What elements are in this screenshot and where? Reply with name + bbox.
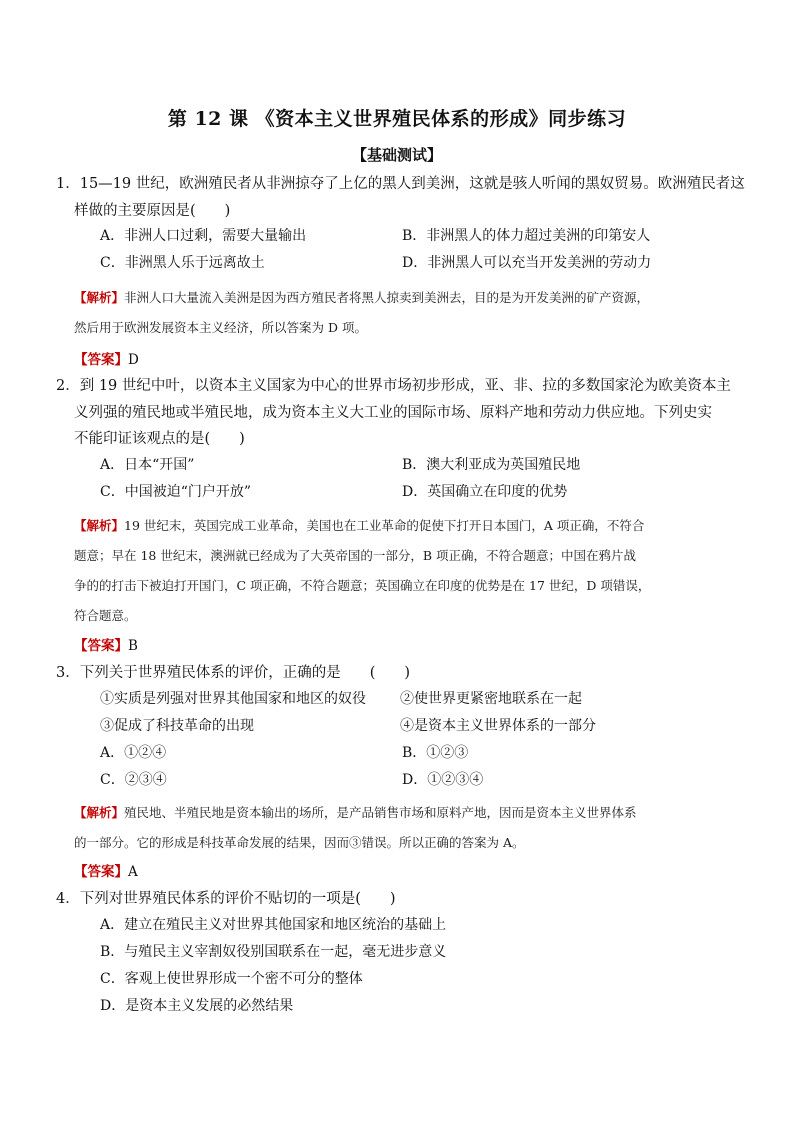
q2-analysis-line2: 题意；早在 18 世纪末，澳洲就已经成为了大英帝国的一部分，B 项正确，不符合题意；中国在鸦片战 [74, 548, 637, 563]
q1-analysis-text1: 非洲人口大量流入美洲是因为西方殖民者将黑人掠卖到美洲去，目的是为开发美洲的矿产资源， [124, 290, 650, 305]
q3-item-4: ④是资本主义世界体系的一部分 [400, 718, 596, 734]
q4-stem-line1: 4．下列对世界殖民体系的评价不贴切的一项是( ) [56, 891, 396, 907]
analysis-tag: 【解析】 [74, 290, 125, 305]
q2-analysis-text1: 19 世纪末，英国完成工业革命，美国也在工业革命的促使下打开日本国门，A 项正确，不符合 [124, 518, 645, 533]
q1-analysis-line2: 然后用于欧洲发展资本主义经济，所以答案为 D 项。 [74, 320, 367, 335]
answer-tag: 【答案】 [74, 352, 128, 368]
q1-stem-line1: 1．15—19 世纪，欧洲殖民者从非洲掠夺了上亿的黑人到美洲，这就是骇人听闻的黑奴贸易。欧洲殖民者这 [56, 176, 745, 192]
page-title: 第 12 课 《资本主义世界殖民体系的形成》同步练习 [167, 108, 627, 130]
q4-option-d: D．是资本主义发展的必然结果 [100, 998, 294, 1014]
q3-answer [74, 860, 138, 880]
q2-answer-value: B [128, 638, 138, 654]
q2-analysis-line3: 争的的打击下被迫打开国门，C 项正确，不符合题意；英国确立在印度的优势是在 17 世纪，D 项错误， [74, 578, 651, 593]
q3-analysis-line2: 的一部分。它的形成是科技革命发展的结果，因而③错误。所以正确的答案为 A。 [74, 835, 525, 850]
q2-option-c: C．中国被迫“门户开放” [100, 484, 252, 500]
q3-option-b: B．①②③ [402, 745, 469, 761]
q1-option-b: B．非洲黑人的体力超过美洲的印第安人 [402, 228, 651, 244]
q1-analysis-line1 [74, 288, 649, 306]
q2-option-a: A．日本“开国” [100, 457, 195, 473]
q3-stem-line1: 3．下列关于世界殖民体系的评价，正确的是 ( ) [56, 665, 411, 681]
q2-analysis-line4: 符合题意。 [74, 608, 137, 623]
q3-answer-value: A [128, 864, 138, 880]
q1-stem-line2: 样做的主要原因是( ) [74, 203, 231, 219]
answer-tag: 【答案】 [74, 864, 128, 880]
q2-option-b: B．澳大利亚成为英国殖民地 [402, 457, 581, 473]
section-heading: 【基础测试】 [351, 146, 442, 164]
answer-tag: 【答案】 [74, 638, 128, 654]
q3-analysis-text1: 殖民地、半殖民地是资本输出的场所，是产品销售市场和原料产地，因而是资本主义世界体系 [124, 805, 637, 820]
analysis-tag: 【解析】 [74, 805, 125, 820]
q3-option-d: D．①②③④ [402, 772, 484, 788]
q2-stem-line3: 不能印证该观点的是( ) [74, 431, 245, 447]
q3-option-c: C．②③④ [100, 772, 167, 788]
q2-answer [74, 634, 138, 654]
q2-option-d: D．英国确立在印度的优势 [402, 484, 568, 500]
q1-option-a: A．非洲人口过剩，需要大量输出 [100, 228, 307, 244]
q2-stem-line2: 义列强的殖民地或半殖民地，成为资本主义大工业的国际市场、原料产地和劳动力供应地。下列史实 [74, 405, 712, 421]
q4-option-c: C．客观上使世界形成一个密不可分的整体 [100, 971, 363, 987]
q1-answer [74, 348, 139, 368]
q1-option-c: C．非洲黑人乐于远离故土 [100, 255, 265, 271]
q1-answer-value: D [128, 352, 139, 368]
analysis-tag: 【解析】 [74, 518, 125, 533]
q2-analysis-line1 [74, 516, 644, 534]
q3-item-3: ③促成了科技革命的出现 [100, 718, 254, 734]
q1-option-d: D．非洲黑人可以充当开发美洲的劳动力 [402, 255, 652, 271]
q3-item-1: ①实质是列强对世界其他国家和地区的奴役 [100, 691, 366, 707]
q3-analysis-line1 [74, 803, 637, 821]
q4-option-a: A．建立在殖民主义对世界其他国家和地区统治的基础上 [100, 917, 447, 933]
q4-option-b: B．与殖民主义宰割奴役别国联系在一起，毫无进步意义 [100, 944, 447, 960]
q3-option-a: A．①②④ [100, 745, 167, 761]
q3-item-2: ②使世界更紧密地联系在一起 [400, 691, 582, 707]
q2-stem-line1: 2．到 19 世纪中叶，以资本主义国家为中心的世界市场初步形成，亚、非、拉的多数国家沦为欧美资本主 [56, 378, 731, 394]
